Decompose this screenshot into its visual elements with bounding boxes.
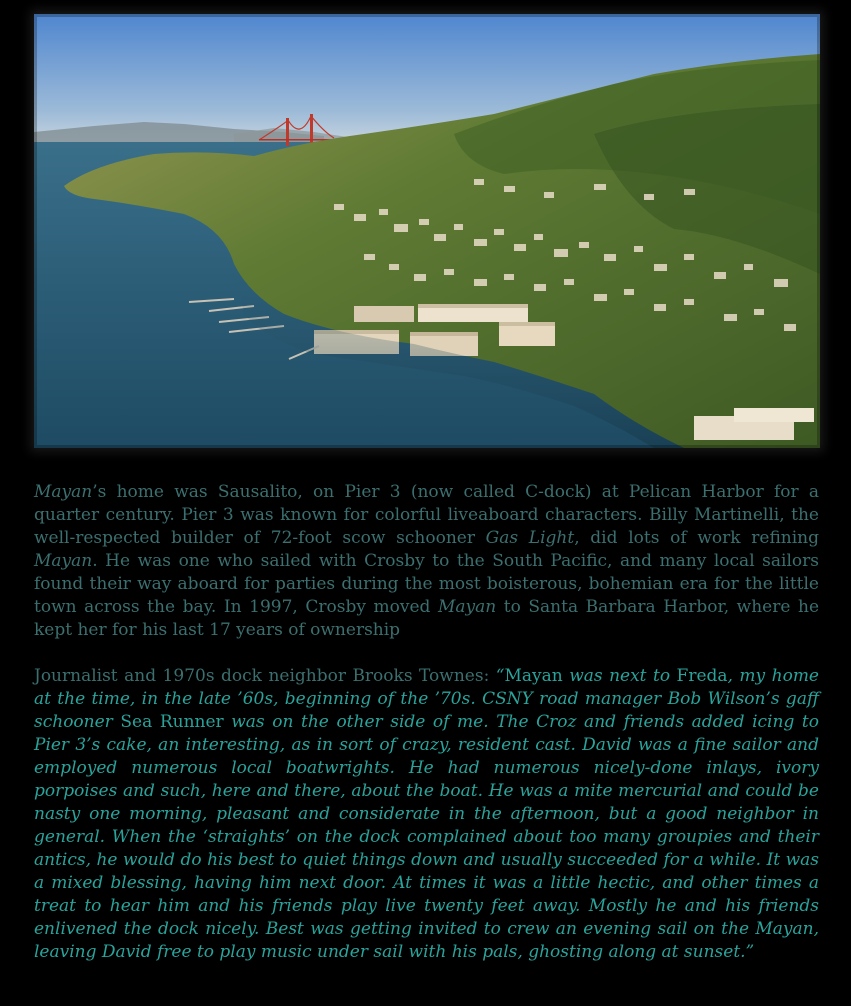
quote-intro: Journalist and 1970s dock neighbor Brooks Townes: [34,666,496,686]
boat-name: Mayan [34,551,93,571]
paragraph-sausalito-history [34,481,819,642]
boat-name: Mayan [437,597,497,617]
sausalito-aerial-illustration [34,14,820,448]
quote-text: was on the other side of me. The Croz and friends added icing to Pier 3’s cake, an interesting, as in sort of crazy, resident cast. David was a fine sailor and employed numerous local boatwrights. He had numerous nicely-done inlays, ivory porpoises and such, here and there, about the boat. He was a mite mercurial and could be nasty one morning, pleasant and considerate in the afternoon, but a good neighbor in general. When the ‘straights’ on the dock complained about too many groupies and their antics, he would do his best to quiet things down and usually succeeded for a while. It was a mixed blessing, having him next door. At times it was a little hectic, and other times a treat to hear him and his friends play live twenty feet away. Mostly he and his friends enlivened the dock nicely. Best was getting invited to crew an evening sail on the Mayan, leaving David free to play music under sail with his pals, ghosting along at sunset.” [34,712,819,962]
boat-name: Gas Light [485,528,575,548]
boat-name: Mayan [34,482,93,502]
boat-name: Freda [676,666,728,686]
text-segment: . He was one who sailed with Crosby to the South Pacific, and many local sailors found their way aboard for parties during the most boisterous, bohemian era for the little town across the bay. In 1997, Crosby moved [34,551,819,617]
boat-name: Mayan [504,666,563,686]
hero-photo [34,14,820,448]
text-segment: to Santa Barbara Harbor, where he kept her for his last 17 years of ownership [34,597,820,640]
quote-text: was next to [562,666,677,686]
text-segment: , did lots of work refining [574,528,820,548]
boat-name: Sea Runner [120,712,224,732]
article-body [34,481,819,964]
text-segment: ’s home was Sausalito, on Pier 3 (now called C-dock) at Pelican Harbor for a quarter century. Pier 3 was known for colorful liveaboard characters. Billy Martinelli, the well-respected builder of 72-foot scow schooner [34,482,819,548]
quote-text: , my home at the time, in the late ’60s, beginning of the ’70s. CSNY road manager Bob Wilson’s gaff schooner [34,666,819,732]
quote-open: “ [495,666,505,686]
paragraph-brooks-townes-quote [34,665,819,964]
